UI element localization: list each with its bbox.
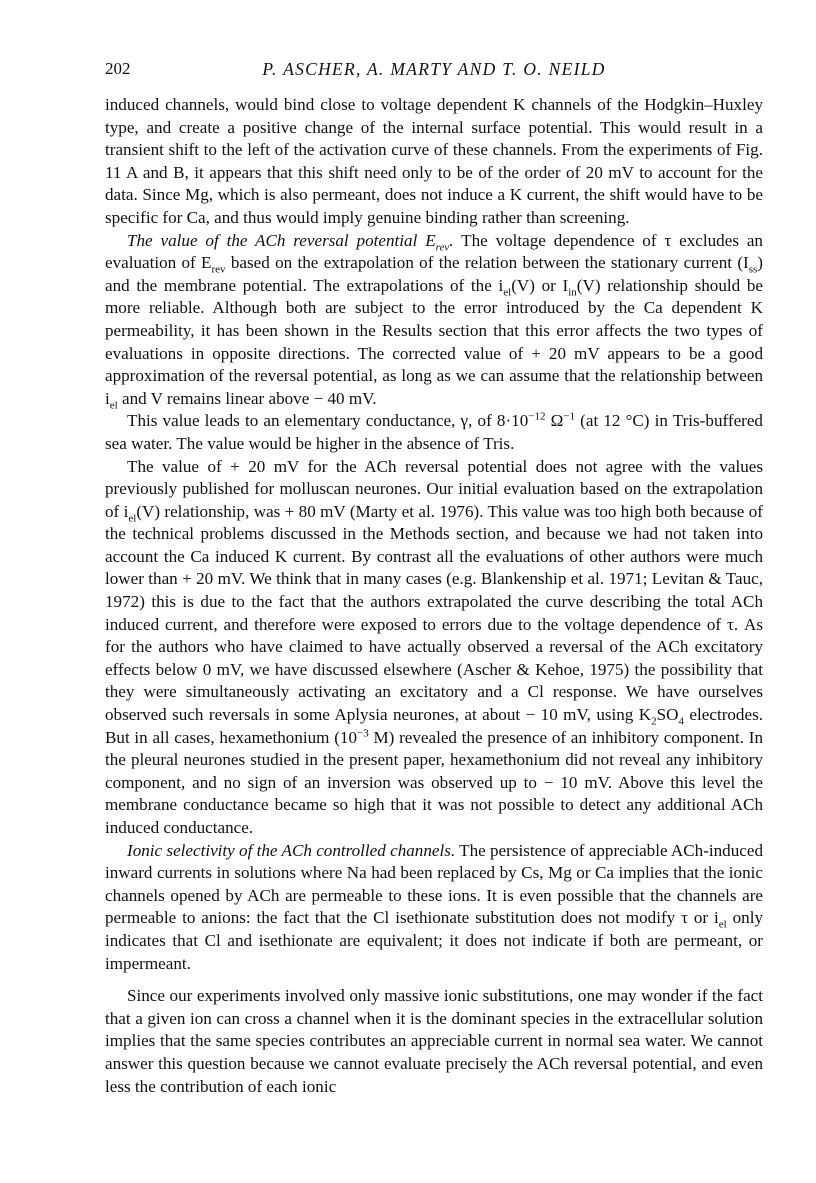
paragraph-elementary-conductance: This value leads to an elementary conductance, γ, of $8\cdot 10^{-12}$ $\Omega^{-1}$ (at 12 °C) in Tris-buffered sea water. The value would be higher in the absence of Tris. bbox=[105, 410, 763, 453]
page-number: 202 bbox=[105, 59, 131, 78]
paragraph-final: Since our experiments involved only massive ionic substitutions, one may wonder if the fact that a given ion can cross a channel when it is the dominant species in the extracellular solution implies that the same species contributes an appreciable current in normal sea water. We cannot answer this question because we cannot evaluate precisely the ACh reversal potential, and even less the contribution of each ionic bbox=[105, 986, 763, 1096]
journal-page bbox=[105, 58, 763, 1098]
section-heading-reversal: The value of the ACh reversal potential $E_{rev}$. bbox=[127, 230, 454, 253]
paragraph-comparison: The value of + 20 mV for the ACh reversal potential does not agree with the values previously published for molluscan neurones. Our initial evaluation based on the extrapolation of $i_{el}(V)$ relationship, was + 80 mV (Marty et al. 1976). This value was too high both because of the technical problems discussed in the Methods section, and because we had not taken into account the Ca induced K current. By contrast all the evaluations of other authors were much lower than + 20 mV. We think that in many cases (e.g. Blankenship et al. 1971; Levitan & Tauc, 1972) this is due to the fact that the authors extrapolated the curve describing the total ACh induced current, and therefore were exposed to errors due to the voltage dependence of τ. As for the authors who have claimed to have actually observed a reversal of the ACh excitatory effects below 0 mV, we have discussed elsewhere (Ascher & Kehoe, 1975) the possibility that they were simultaneously activating an excitatory and a Cl response. We have ourselves observed such reversals in some Aplysia neurones, at about − 10 mV, using $K_2SO_4$ electrodes. But in all cases, hexamethonium ($10^{-3}$ M) revealed the presence of an inhibitory component. In the pleural neurones studied in the present paper, hexamethonium did not reveal any inhibitory component, and no sign of an inversion was observed up to − 10 mV. Above this level the membrane conductance became so high that it was not possible to detect any additional ACh induced conductance. bbox=[105, 456, 763, 837]
paragraph-ionic-selectivity: Ionic selectivity of the ACh controlled channels. The persistence of appreciable ACh-induced inward currents in solutions where Na had been replaced by Cs, Mg or Ca implies that the ionic channels opened by ACh are permeable to these ions. It is even possible that the channels are permeable to anions: the fact that the Cl isethionate substitution does not modify τ or $i_{el}$ only indicates that Cl and isethionate are equivalent; it does not indicate if both are permeant, or impermeant. bbox=[105, 840, 763, 973]
paragraph-reversal-potential: The value of the ACh reversal potential $E_{rev}$. The voltage dependence of τ excludes an evaluation of $E_{rev}$ based on the extrapolation of the relation between the stationary current $(I_{ss})$ and the membrane potential. The extrapolations of the $i_{el}(V)$ or $I_{in}(V)$ relationship should be more reliable. Although both are subject to the error introduced by the Ca dependent K permeability, it has been shown in the Results section that this error affects the two types of evaluations in opposite directions. The corrected value of + 20 mV appears to be a good approximation of the reversal potential, as long as we can assume that the relationship between $i_{el}$ and V remains linear above − 40 mV. bbox=[105, 230, 763, 412]
running-head: P. ASCHER, A. MARTY AND T. O. NEILD bbox=[262, 59, 606, 79]
section-heading-selectivity: Ionic selectivity of the ACh controlled channels. bbox=[127, 840, 456, 860]
page-header bbox=[105, 58, 763, 88]
paragraph-1: induced channels, would bind close to voltage dependent K channels of the Hodgkin–Huxley type, and create a positive change of the internal surface potential. This would result in a transient shift to the left of the activation curve of these channels. From the experiments of Fig. 11 A and B, it appears that this shift need only to be of the order of 20 mV to account for the data. Since Mg, which is also permeant, does not induce a K current, the shift would have to be specific for Ca, and thus would imply genuine binding rather than screening. bbox=[105, 95, 763, 227]
